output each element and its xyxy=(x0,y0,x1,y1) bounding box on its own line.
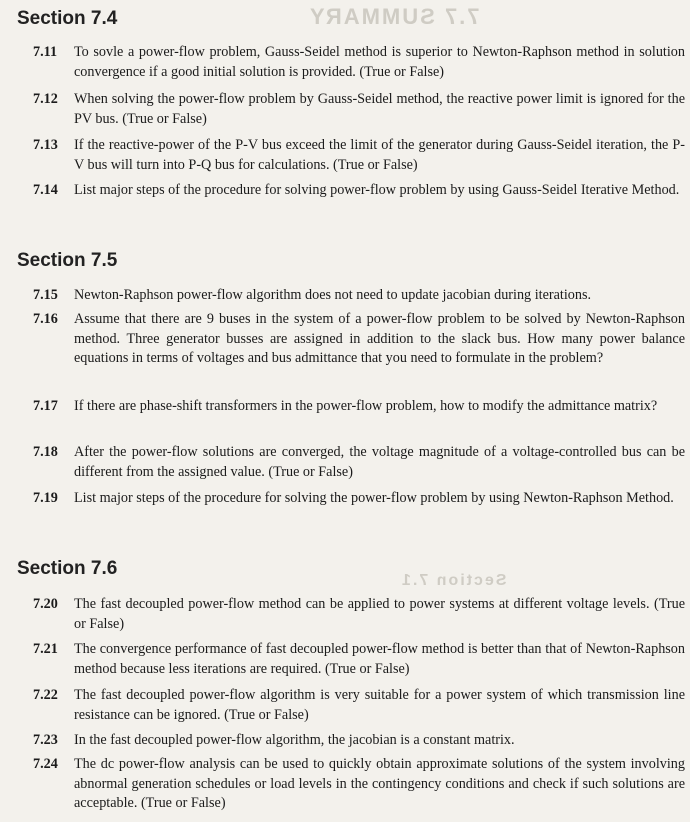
question-number: 7.13 xyxy=(33,137,58,153)
question-7-13 xyxy=(33,136,685,175)
question-text: Assume that there are 9 buses in the system of a power-flow problem to be solved by Newton-Raphson method. Three generator busses are assigned in addition to the slack bus. How many power balance equations in terms of voltages and bus admittance that you need to formulate in the problem? xyxy=(74,311,685,367)
question-7-11 xyxy=(33,43,685,82)
question-text: The fast decoupled power-flow algorithm is very suitable for a power system of which transmission line resistance can be ignored. (True or False) xyxy=(74,687,685,723)
question-text: To sovle a power-flow problem, Gauss-Seidel method is superior to Newton-Raphson method in solution convergence if a good initial solution is provided. (True or False) xyxy=(74,44,685,80)
question-text: If there are phase-shift transformers in the power-flow problem, how to modify the admittance matrix? xyxy=(74,398,658,414)
bleed-through-heading: 7.7 SUMMARY xyxy=(308,4,480,29)
section-heading-7-6: Section 7.6 xyxy=(17,558,118,579)
section-heading-7-5: Section 7.5 xyxy=(17,250,118,271)
question-7-23 xyxy=(33,731,685,751)
question-7-17 xyxy=(33,397,685,417)
question-number: 7.21 xyxy=(33,641,58,657)
question-7-16 xyxy=(33,310,685,369)
question-7-22 xyxy=(33,686,685,725)
question-7-12 xyxy=(33,90,685,129)
question-text: After the power-flow solutions are converged, the voltage magnitude of a voltage-controlled bus can be different from the assigned value. (True or False) xyxy=(74,444,685,480)
question-7-24 xyxy=(33,755,685,814)
question-text: The dc power-flow analysis can be used to quickly obtain approximate solutions of the system involving abnormal generation schedules or load levels in the contingency conditions and check if such solutions are acceptable. (True or False) xyxy=(74,756,685,812)
question-number: 7.15 xyxy=(33,287,58,303)
question-text: When solving the power-flow problem by Gauss-Seidel method, the reactive power limit is ignored for the PV bus. (True or False) xyxy=(74,91,685,127)
question-text: The convergence performance of fast decoupled power-flow method is better than that of Newton-Raphson method because less iterations are required. (True or False) xyxy=(74,641,685,677)
question-text: In the fast decoupled power-flow algorithm, the jacobian is a constant matrix. xyxy=(74,732,515,748)
question-text: If the reactive-power of the P-V bus exceed the limit of the generator during Gauss-Seidel iteration, the P-V bus will turn into P-Q bus for calculations. (True or False) xyxy=(74,137,685,173)
question-number: 7.20 xyxy=(33,596,58,612)
question-7-20 xyxy=(33,595,685,634)
question-7-21 xyxy=(33,640,685,679)
question-number: 7.22 xyxy=(33,687,58,703)
question-number: 7.12 xyxy=(33,91,58,107)
section-heading-7-4: Section 7.4 xyxy=(17,8,118,29)
question-text: List major steps of the procedure for solving the power-flow problem by using Newton-Raphson Method. xyxy=(74,490,674,506)
question-number: 7.11 xyxy=(33,44,58,60)
question-7-14 xyxy=(33,181,685,201)
question-number: 7.17 xyxy=(33,398,58,414)
bleed-through-section-label: Section 7.1 xyxy=(400,572,507,589)
question-7-18 xyxy=(33,443,685,482)
question-number: 7.18 xyxy=(33,444,58,460)
question-number: 7.24 xyxy=(33,756,58,772)
question-number: 7.23 xyxy=(33,732,58,748)
question-text: The fast decoupled power-flow method can be applied to power systems at different voltage levels. (True or False) xyxy=(74,596,685,632)
question-number: 7.19 xyxy=(33,490,58,506)
question-7-19 xyxy=(33,489,685,509)
question-text: Newton-Raphson power-flow algorithm does not need to update jacobian during iterations. xyxy=(74,287,592,303)
question-7-15 xyxy=(33,286,685,306)
question-text: List major steps of the procedure for solving power-flow problem by using Gauss-Seidel Iterative Method. xyxy=(74,182,680,198)
question-number: 7.14 xyxy=(33,182,58,198)
question-number: 7.16 xyxy=(33,311,58,327)
